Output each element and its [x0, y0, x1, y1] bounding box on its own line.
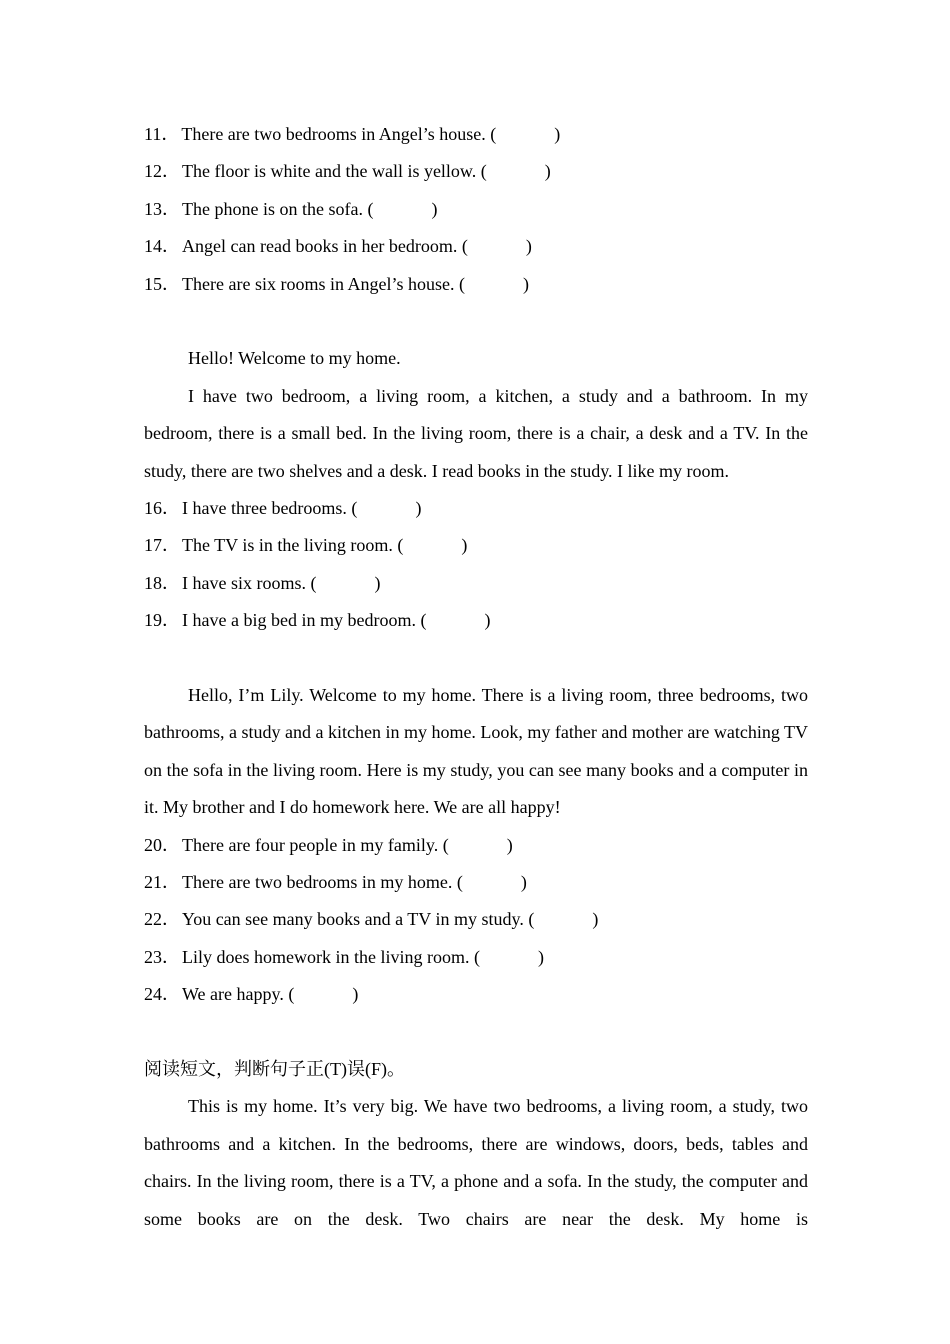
question-17: 17 ． The TV is in the living room. ( )	[144, 527, 808, 564]
question-22: 22 ． You can see many books and a TV in my study. ( )	[144, 901, 808, 938]
question-text: There are four people in my family. (	[182, 834, 449, 855]
question-24: 24 ． We are happy. ( )	[144, 976, 808, 1013]
question-text: There are two bedrooms in my home. (	[182, 871, 463, 892]
passage-text: I have two bedroom, a living room, a kitchen, a study and a bathroom. In my bedroom, there is a small bed. In the living room, there is a chair, a desk and a TV. In the study, there are two shelves and a desk. I read books in the study. I like my room.	[144, 385, 808, 481]
question-text: The floor is white and the wall is yellow. (	[182, 161, 487, 182]
question-text: The phone is on the sofa. (	[182, 198, 374, 219]
question-14: 14 ． Angel can read books in her bedroom. ( )	[144, 228, 808, 265]
question-16: 16 ． I have three bedrooms. ( )	[144, 490, 808, 527]
question-21: 21 ． There are two bedrooms in my home. ( )	[144, 864, 808, 901]
question-15: 15 ． There are six rooms in Angel’s house. ( )	[144, 266, 808, 303]
question-text: Angel can read books in her bedroom. (	[182, 236, 468, 257]
question-text: I have three bedrooms. (	[182, 497, 358, 518]
question-11: 11 ． There are two bedrooms in Angel’s house. ( )	[144, 116, 808, 153]
question-text: You can see many books and a TV in my study. (	[182, 909, 535, 930]
question-text: We are happy. (	[182, 984, 295, 1005]
passage-text: This is my home. It’s very big. We have two bedrooms, a living room, a study, two bathrooms and a kitchen. In the bedrooms, there are windows, doors, beds, tables and chairs. In the living room, there is a TV, a phone and a sofa. In the study, the computer and some books are on the desk. Two chairs are near the desk. My home is	[144, 1096, 808, 1229]
question-text: There are two bedrooms in Angel’s house. (	[181, 124, 497, 144]
question-20: 20 ． There are four people in my family. ( )	[144, 827, 808, 864]
section-instruction: 阅读短文，判断句子正(T)误(F)。	[144, 1058, 405, 1079]
question-13: 13 ． The phone is on the sofa. ( )	[144, 191, 808, 228]
section-3	[144, 677, 808, 1014]
question-23: 23 ． Lily does homework in the living room. ( )	[144, 939, 808, 976]
passage-text: Hello, I’m Lily. Welcome to my home. There is a living room, three bedrooms, two bathrooms, a study and a kitchen in my home. Look, my father and mother are watching TV on the sofa in the living room. Here is my study, you can see many books and a computer in it. My brother and I do homework here. We are all happy!	[144, 684, 808, 818]
question-19: 19 ． I have a big bed in my bedroom. ( )	[144, 602, 808, 639]
section-2	[144, 340, 808, 639]
spacer	[144, 303, 808, 340]
question-text: I have six rooms. (	[182, 572, 317, 593]
question-text: The TV is in the living room. (	[182, 535, 404, 556]
question-12: 12 ． The floor is white and the wall is yellow. ( )	[144, 153, 808, 190]
spacer	[144, 1014, 808, 1051]
section-1-questions	[144, 116, 808, 303]
worksheet-content	[144, 116, 808, 1238]
question-text: I have a big bed in my bedroom. (	[182, 610, 427, 631]
question-18: 18 ． I have six rooms. ( )	[144, 565, 808, 602]
spacer	[144, 640, 808, 677]
question-text: Lily does homework in the living room. (	[182, 946, 480, 967]
section-4	[144, 1051, 808, 1238]
question-text: There are six rooms in Angel’s house. (	[182, 273, 465, 294]
passage-greeting: Hello! Welcome to my home.	[188, 348, 401, 369]
